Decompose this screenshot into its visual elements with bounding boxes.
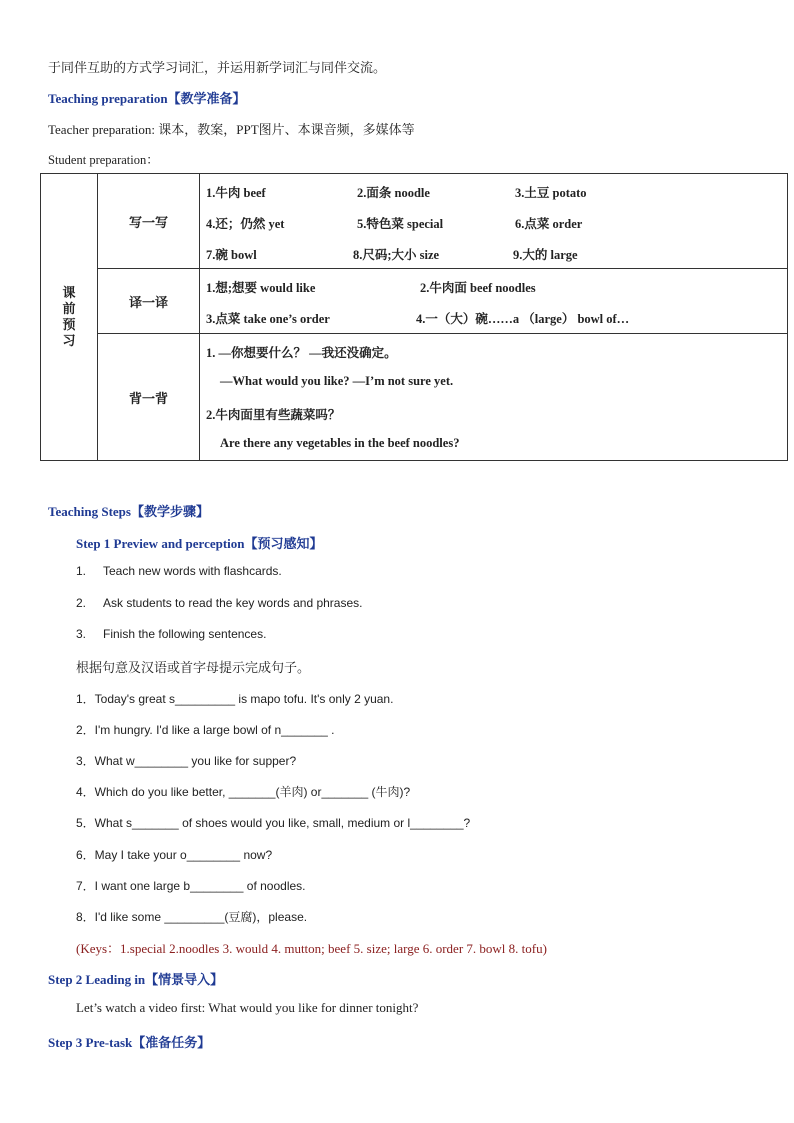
teacher-prep: Teacher preparation: 课本，教案，PPT图片、本课音频，多媒体等: [48, 122, 415, 137]
section-label-recite: 背一背: [98, 334, 200, 461]
answer-keys: (Keys：1.special 2.noodles 3. would 4. mutton; beef 5. size; large 6. order 7. bowl 8. tofu): [76, 941, 547, 956]
step2-text: Let’s watch a video first: What would you like for dinner tonight?: [76, 1000, 419, 1015]
exercise-sentence: 6．May I take your o________ now?: [76, 848, 273, 862]
exercise-sentence: 5．What s_______ of shoes would you like, small, medium or l________?: [76, 816, 471, 830]
exercise-sentence: 2．I'm hungry. I'd like a large bowl of n_______ .: [76, 723, 335, 737]
step2-heading: Step 2 Leading in【情景导入】: [48, 972, 224, 987]
section-content-recite: 1. —你想要什么？ —我还没确定。 —What would you like? —I’m not sure yet. 2.牛肉面里有些蔬菜吗？ Are there any vegetables in the beef noodles?: [200, 334, 788, 461]
step3-heading: Step 3 Pre-task【准备任务】: [48, 1035, 211, 1050]
step1-item: 1. Teach new words with flashcards.: [76, 564, 282, 578]
section-label-translate: 译一译: [98, 269, 200, 334]
table-side-label: 课前预习: [41, 174, 98, 461]
student-prep: Student preparation：: [48, 153, 159, 167]
exercise-sentence: 8．I'd like some _________(豆腐)，please.: [76, 910, 308, 924]
step1-item: 3. Finish the following sentences.: [76, 627, 267, 641]
exercise-sentence: 7．I want one large b________ of noodles.: [76, 879, 306, 893]
exercise-instruction: 根据句意及汉语或首字母提示完成句子。: [76, 660, 311, 675]
section-content-translate: 1.想;想要 would like 2.牛肉面 beef noodles 3.点菜 take one’s order 4.一（大）碗……a （large） bowl of…: [200, 269, 788, 334]
section-content-write: 1.牛肉 beef 2.面条 noodle 3.土豆 potato 4.还；仍然 yet 5.特色菜 special 6.点菜 order 7.碗 bowl 8.尺码;大小 size 9.大的 large: [200, 174, 788, 269]
step1-item: 2. Ask students to read the key words and phrases.: [76, 596, 363, 610]
exercise-sentence: 1．Today's great s_________ is mapo tofu. It's only 2 yuan.: [76, 692, 394, 706]
prep-heading: Teaching preparation【教学准备】: [48, 91, 246, 106]
exercise-sentence: 4．Which do you like better, _______(羊肉) or_______ (牛肉)?: [76, 785, 411, 799]
step1-heading: Step 1 Preview and perception【预习感知】: [76, 536, 323, 551]
steps-heading: Teaching Steps【教学步骤】: [48, 504, 209, 519]
section-label-write: 写一写: [98, 174, 200, 269]
exercise-sentence: 3．What w________ you like for supper?: [76, 754, 297, 768]
preview-table: [40, 173, 788, 461]
intro-text: 于同伴互助的方式学习词汇，并运用新学词汇与同伴交流。: [48, 60, 387, 75]
